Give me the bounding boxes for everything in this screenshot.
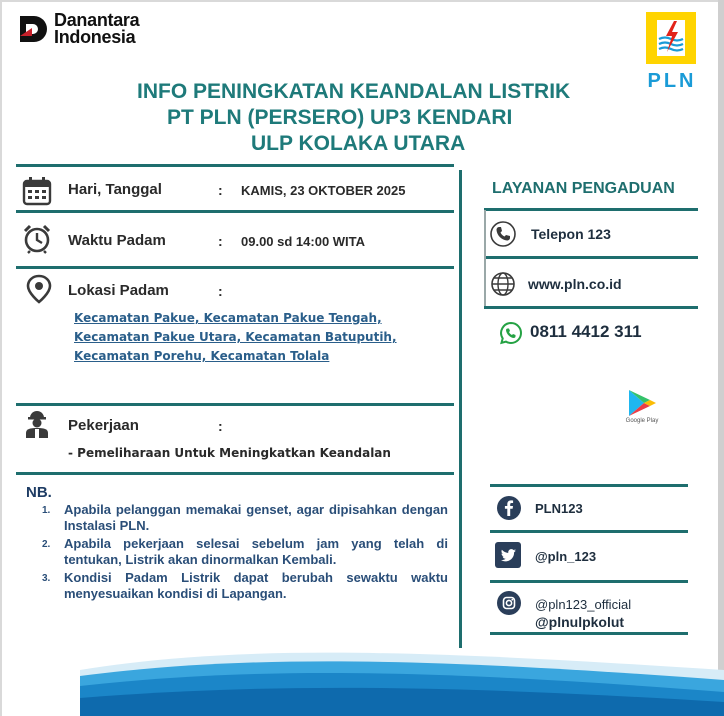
google-play-badge[interactable] [620,388,664,428]
frame-top [0,0,724,2]
location-colon: : [218,283,223,299]
rule-social-top [490,484,688,487]
danantara-line2: Indonesia [54,27,136,47]
footer-wave [0,640,724,716]
phone-text: Telepon 123 [531,226,611,242]
rule-after-twitter [490,580,688,583]
worker-icon [22,408,52,438]
column-divider [459,170,462,648]
frame-right [718,0,724,716]
instagram-icon [496,590,522,616]
service-left-edge [484,210,486,306]
website-link[interactable]: www.pln.co.id [528,276,622,292]
rule-after-location [16,403,454,406]
service-title: LAYANAN PENGADUAN [492,180,675,197]
note-text: Apabila pelanggan memakai genset, agar dipisahkan dengan Instalasi PLN. [64,502,448,533]
page-title-line2: PT PLN (PERSERO) UP3 KENDARI [167,106,513,129]
note-text: Kondisi Padam Listrik dapat berubah sewaktu waktu menyesuaikan kondisi di Lapangan. [64,570,448,601]
page-title-line1: INFO PENINGKATAN KEANDALAN LISTRIK [137,80,571,103]
rule-social-bottom [490,632,688,635]
rule-service-top [484,208,698,211]
danantara-wordmark [54,12,139,46]
rule-after-job [16,472,454,475]
danantara-logo [18,12,178,48]
time-label: Waktu Padam [68,232,166,249]
job-colon: : [218,418,223,434]
calendar-icon [22,176,52,206]
job-value: - Pemeliharaan Untuk Meningkatkan Keandalan [68,446,391,460]
instagram-handle[interactable]: @pln123_official [535,597,632,612]
location-line-2: Kecamatan Pakue Utara, Kecamatan Batuputih, [74,330,397,344]
pln-wordmark: PLN [647,70,697,92]
rule-after-phone [484,256,698,259]
google-play-icon [620,388,664,418]
facebook-icon [496,495,522,521]
rule-after-website [484,306,698,309]
time-value: 09.00 sd 14:00 WITA [241,234,366,249]
note-item [36,536,448,568]
pln-emblem [646,12,696,64]
page-title-line3: ULP KOLAKA UTARA [251,132,466,155]
alarm-clock-icon [22,224,52,254]
frame-left [0,0,2,716]
whatsapp-number: 0811 4412 311 [530,322,642,341]
note-item [36,502,448,534]
rule-after-date [16,210,454,213]
date-value: KAMIS, 23 OKTOBER 2025 [241,183,406,198]
danantara-line1: Danantara [54,10,140,30]
note-number: 1. [42,505,51,516]
facebook-handle[interactable]: PLN123 [535,501,583,516]
date-colon: : [218,182,223,198]
rule-after-time [16,266,454,269]
date-label: Hari, Tanggal [68,181,162,198]
google-play-label: Google Play [625,418,659,424]
time-colon: : [218,233,223,249]
rule-after-facebook [490,530,688,533]
instagram-local-handle[interactable]: @plnulpkolut [535,614,625,630]
location-line-1: Kecamatan Pakue, Kecamatan Pakue Tengah, [74,311,382,325]
map-pin-icon [24,274,54,304]
twitter-handle[interactable]: @pln_123 [535,549,597,564]
location-line-3: Kecamatan Porehu, Kecamatan Tolala [74,349,330,363]
pln-logo [644,12,700,96]
note-item [36,570,448,602]
note-number: 2. [42,539,51,550]
rule-top-left [16,164,454,167]
notes-list [36,502,448,604]
note-number: 3. [42,573,51,584]
phone-icon [490,221,516,247]
note-text: Apabila pekerjaan selesai sebelum jam yang telah di tentukan, Listrik akan dinormalkan Kembali. [64,536,448,567]
location-label: Lokasi Padam [68,282,169,299]
whatsapp-icon [499,321,523,345]
twitter-icon [495,542,521,568]
pln-lightning-icon [646,12,696,64]
danantara-mark-icon [18,14,48,44]
globe-icon [490,271,516,297]
job-label: Pekerjaan [68,417,139,434]
notes-title: NB. [26,484,52,501]
